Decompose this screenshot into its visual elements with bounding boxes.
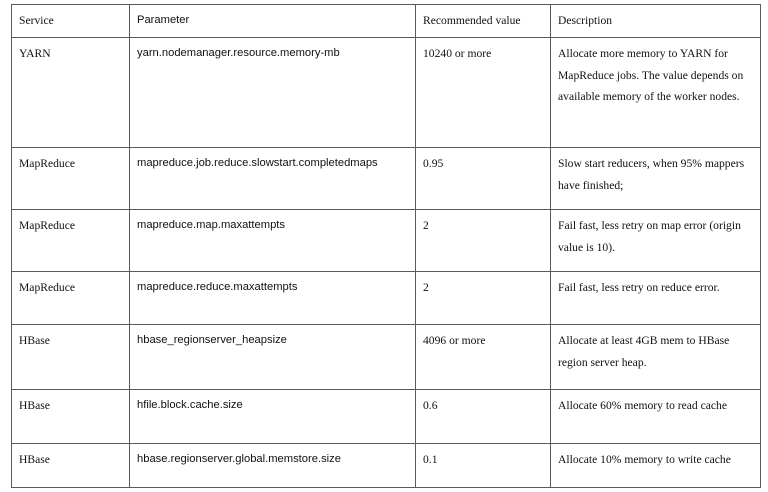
cell-service: HBase [12, 444, 130, 488]
cell-service: MapReduce [12, 148, 130, 210]
header-recommended-value: Recommended value [416, 5, 551, 38]
cell-description: Fail fast, less retry on map error (origin value is 10). [551, 210, 761, 272]
table-row [12, 390, 761, 444]
cell-description: Allocate at least 4GB mem to HBase region server heap. [551, 325, 761, 390]
table-row [12, 210, 761, 272]
cell-service: HBase [12, 390, 130, 444]
cell-parameter: hfile.block.cache.size [130, 390, 416, 444]
parameter-table [11, 4, 761, 488]
cell-description: Allocate more memory to YARN for MapReduce jobs. The value depends on available memory of the worker nodes. [551, 38, 761, 148]
table-row [12, 148, 761, 210]
table-header-row [12, 5, 761, 38]
cell-parameter: mapreduce.map.maxattempts [130, 210, 416, 272]
cell-description: Allocate 10% memory to write cache [551, 444, 761, 488]
cell-recommended-value: 0.6 [416, 390, 551, 444]
cell-recommended-value: 2 [416, 210, 551, 272]
table-row [12, 38, 761, 148]
cell-parameter: mapreduce.job.reduce.slowstart.completedmaps [130, 148, 416, 210]
header-service: Service [12, 5, 130, 38]
cell-parameter: hbase_regionserver_heapsize [130, 325, 416, 390]
table-row [12, 325, 761, 390]
cell-parameter: yarn.nodemanager.resource.memory-mb [130, 38, 416, 148]
header-parameter: Parameter [130, 5, 416, 38]
cell-recommended-value: 0.1 [416, 444, 551, 488]
cell-parameter: mapreduce.reduce.maxattempts [130, 272, 416, 325]
cell-service: MapReduce [12, 210, 130, 272]
cell-service: HBase [12, 325, 130, 390]
table-row [12, 272, 761, 325]
table-row [12, 444, 761, 488]
cell-recommended-value: 2 [416, 272, 551, 325]
cell-description: Fail fast, less retry on reduce error. [551, 272, 761, 325]
cell-description: Slow start reducers, when 95% mappers have finished; [551, 148, 761, 210]
cell-parameter: hbase.regionserver.global.memstore.size [130, 444, 416, 488]
header-description: Description [551, 5, 761, 38]
cell-recommended-value: 10240 or more [416, 38, 551, 148]
cell-recommended-value: 0.95 [416, 148, 551, 210]
cell-recommended-value: 4096 or more [416, 325, 551, 390]
cell-service: YARN [12, 38, 130, 148]
cell-description: Allocate 60% memory to read cache [551, 390, 761, 444]
cell-service: MapReduce [12, 272, 130, 325]
